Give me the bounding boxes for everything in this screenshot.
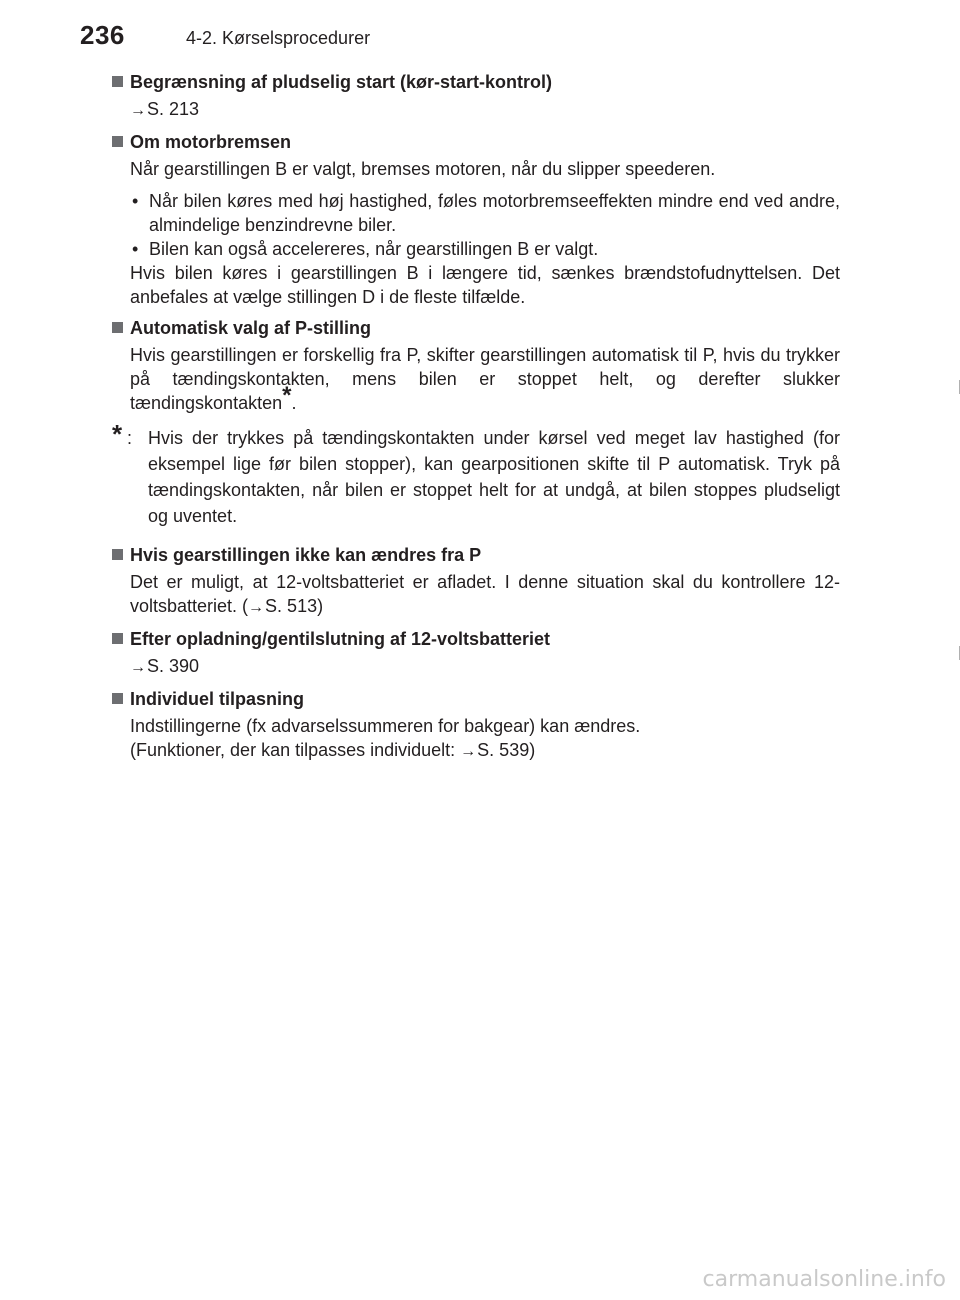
chapter-title: 4-2. Kørselsprocedurer [186, 28, 371, 48]
square-bullet-icon [112, 76, 123, 87]
section-automatisk-p [112, 316, 840, 529]
section-title: Om motorbremsen [112, 130, 840, 154]
list-item: • Når bilen køres med høj hastighed, føles motorbremseeffekten mindre end ved andre, almindelige benzindrevne biler. [132, 191, 840, 235]
asterisk-icon: * [112, 419, 123, 449]
section-motorbremse [112, 130, 840, 309]
arrow-right-icon: → [130, 102, 146, 119]
page-header [80, 20, 920, 60]
list-item: • Bilen kan også accelereres, når gearstillingen B er valgt. [132, 239, 599, 259]
section-title: Hvis gearstillingen ikke kan ændres fra P [112, 543, 840, 567]
watermark: carmanualsonline.info [702, 1267, 946, 1292]
square-bullet-icon [112, 549, 123, 560]
bullet-list [130, 189, 840, 261]
footnote-text: Hvis der trykkes på tændingskontakten under kørsel ved meget lav hastighed (for eksempel lige før bilen stopper), kan gearpositionen skifte til P automatisk. Tryk på tændingskontakten, når bilen er stoppet helt for at undgå, at bilen stoppes pludseligt og uventet. [148, 428, 840, 526]
footnote-mark: * [282, 382, 292, 409]
section-opladning [112, 627, 840, 680]
square-bullet-icon [112, 693, 123, 704]
page-reference-link[interactable]: →S. 539 [460, 740, 530, 760]
section-tilpasning [112, 687, 840, 764]
square-bullet-icon [112, 136, 123, 147]
bullet-icon: • [132, 191, 139, 211]
section-title: Begrænsning af pludselig start (kør-start-kontrol) [112, 70, 840, 94]
paragraph: Når gearstillingen B er valgt, bremses motoren, når du slipper speederen. [130, 159, 716, 179]
section-gear-ikke-p [112, 543, 840, 620]
footnote: * : Hvis der trykkes på tændingskontakten under kørsel ved meget lav hastighed (for eksempel lige før bilen stopper), kan gearpositionen skifte til P automatisk. Tryk på tændingskontakten, når bilen er stoppet helt for at undgå, at bilen stoppes pludseligt og uventet. [112, 425, 840, 529]
arrow-right-icon: → [248, 599, 265, 616]
paragraph: Indstillingerne (fx advarselssummeren for bakgear) kan ændres. [130, 716, 641, 736]
section-title: Individuel tilpasning [112, 687, 840, 711]
square-bullet-icon [112, 633, 123, 644]
arrow-right-icon: → [460, 743, 477, 760]
paragraph: Det er muligt, at 12-voltsbatteriet er afladet. I denne situation skal du kontrollere 12-voltsbatteriet. (→S. 513) [130, 572, 840, 616]
page-content [112, 70, 840, 771]
page-reference-link[interactable]: →S. 213 [130, 99, 200, 119]
section-title: Efter opladning/gentilslutning af 12-voltsbatteriet [112, 627, 840, 651]
arrow-right-icon: → [130, 659, 146, 676]
paragraph: Hvis gearstillingen er forskellig fra P, skifter gearstillingen automatisk til P, hvis du trykker på tændingskontakten, mens bilen er stoppet helt, og derefter slukker tændingskontakten*. [130, 345, 840, 413]
paragraph: Hvis bilen køres i gearstillingen B i længere tid, sænkes brændstofudnyttelsen. Det anbefales at vælge stillingen D i de fleste tilfælde. [130, 263, 840, 307]
page-reference-link[interactable]: →S. 513 [248, 596, 318, 616]
page-number: 236 [80, 20, 125, 50]
section-kor-start-kontrol [112, 70, 840, 123]
bullet-icon: • [132, 239, 139, 259]
paragraph: (Funktioner, der kan tilpasses individuelt: →S. 539) [130, 740, 536, 760]
section-title: Automatisk valg af P-stilling [112, 316, 840, 340]
square-bullet-icon [112, 322, 123, 333]
page-reference-link[interactable]: →S. 390 [130, 656, 200, 676]
